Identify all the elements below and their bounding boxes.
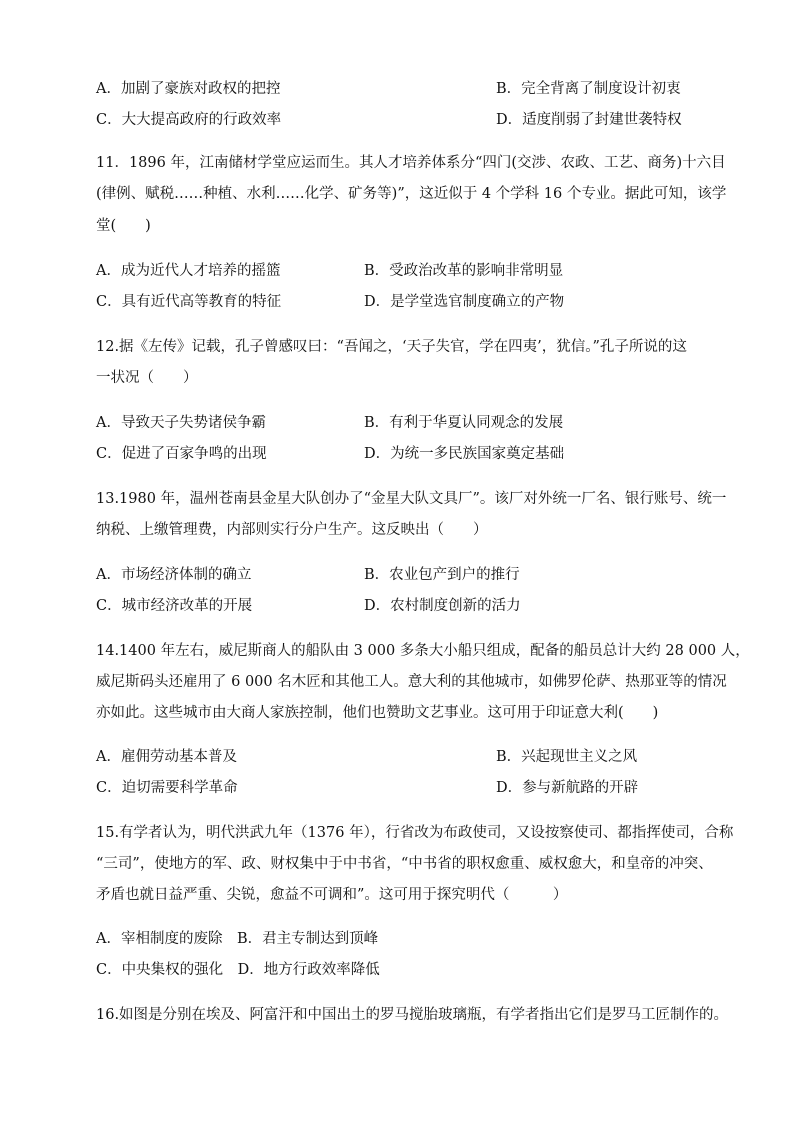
q12-option-a[interactable]: A．导致天子失势诸侯争霸 [96,415,266,431]
q11-option-d[interactable]: D．是学堂选官制度确立的产物 [364,294,565,310]
q15-stem-line-2: “三司”，使地方的军、政、财权集中于中书省，“中书省的职权愈重、威权愈大，和皇帝的冲突、 [96,856,713,872]
q14-stem-line-3: 亦如此。这些城市由大商人家族控制，他们也赞助文艺事业。这可用于印证意大利( ) [96,705,659,721]
q10-option-c[interactable]: C．大大提高政府的行政效率 [96,112,282,128]
q11-stem-line-2: (律例、赋税……种植、水利……化学、矿务等)”，这近似于 4 个学科 16 个专业。据此可知，该学 [96,186,727,202]
q10-option-d[interactable]: D．适度削弱了封建世袭特权 [496,112,682,128]
q13-option-b[interactable]: B．农业包产到户的推行 [364,567,520,583]
q13-stem-line-2: 纳税、上缴管理费，内部则实行分户生产。这反映出（ ） [96,522,488,538]
q11-option-c[interactable]: C．具有近代高等教育的特征 [96,294,282,310]
q13-option-c[interactable]: C．城市经济改革的开展 [96,598,253,614]
q12-stem-line-1: 12.据《左传》记载，孔子曾感叹曰：“吾闻之，‘天子失官，学在四夷’，犹信。”孔子所说的这 [96,339,687,355]
q13-option-a[interactable]: A．市场经济体制的确立 [96,567,252,583]
q13-stem-line-1: 13.1980 年，温州苍南县金星大队创办了“金星大队文具厂”。该厂对外统一厂名、银行账号、统一 [96,491,727,507]
q14-option-b[interactable]: B．兴起现世主义之风 [496,749,638,765]
q15-stem-line-1: 15.有学者认为，明代洪武九年（1376 年），行省改为布政使司，又设按察使司、都指挥使司，合称 [96,825,734,841]
q14-option-c[interactable]: C．迫切需要科学革命 [96,780,238,796]
q10-option-b[interactable]: B．完全背离了制度设计初衷 [496,81,681,97]
q11-stem-line-1: 11．1896 年，江南储材学堂应运而生。其人才培养体系分“四门(交涉、农政、工艺、商务)十六目 [96,155,726,171]
q14-option-d[interactable]: D．参与新航路的开辟 [496,780,639,796]
q13-option-d[interactable]: D．农村制度创新的活力 [364,598,521,614]
q15-stem-line-3: 矛盾也就日益严重、尖锐，愈益不可调和”。这可用于探究明代（ ） [96,887,568,903]
q12-option-c[interactable]: C．促进了百家争鸣的出现 [96,446,267,462]
q15-options-row-2[interactable]: C．中央集权的强化 D．地方行政效率降低 [96,962,380,978]
q11-stem-line-3: 堂( ) [96,218,151,234]
q12-option-b[interactable]: B．有利于华夏认同观念的发展 [364,415,564,431]
q14-stem-line-2: 威尼斯码头还雇用了 6 000 名木匠和其他工人。意大利的其他城市，如佛罗伦萨、热那亚等的情况 [96,674,727,690]
q10-option-a[interactable]: A．加剧了豪族对政权的把控 [96,81,281,97]
q12-stem-line-2: 一状况（ ） [96,370,198,386]
q15-options-row-1[interactable]: A．宰相制度的废除 B．君主专制达到顶峰 [96,931,379,947]
q11-option-b[interactable]: B．受政治改革的影响非常明显 [364,263,564,279]
q12-option-d[interactable]: D．为统一多民族国家奠定基础 [364,446,565,462]
q11-option-a[interactable]: A．成为近代人才培养的摇篮 [96,263,281,279]
q14-stem-line-1: 14.1400 年左右，威尼斯商人的船队由 3 000 多条大小船只组成，配备的船员总计大约 28 000 人， [96,643,750,659]
q14-option-a[interactable]: A．雇佣劳动基本普及 [96,749,237,765]
q16-stem-line-1: 16.如图是分别在埃及、阿富汗和中国出土的罗马搅胎玻璃瓶，有学者指出它们是罗马工匠制作的。 [96,1007,729,1023]
